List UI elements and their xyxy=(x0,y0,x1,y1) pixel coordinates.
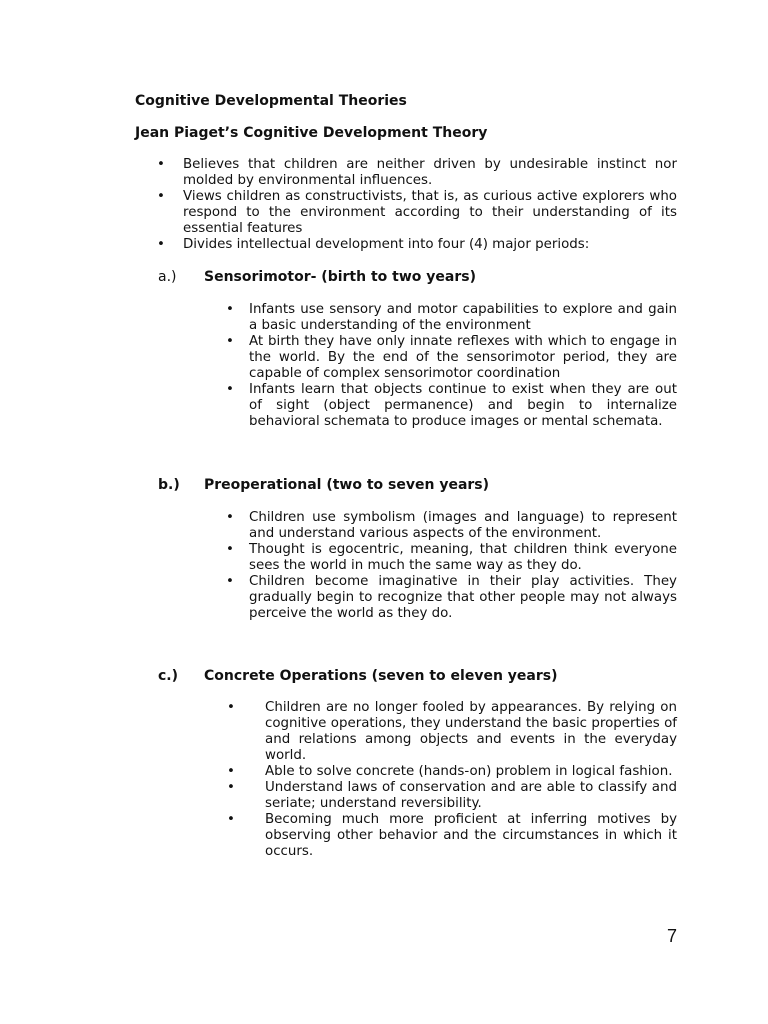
bullet-icon: • xyxy=(226,334,234,349)
bullet-icon: • xyxy=(227,764,235,779)
list-item xyxy=(157,237,677,253)
list-item-text: Divides intellectual development into four (4) major periods: xyxy=(183,237,590,252)
list-item-text: Views children as constructivists, that is, as curious active explorers who respond to the environment according to their understanding of its essential features xyxy=(183,189,677,236)
section-title: Preoperational (two to seven years) xyxy=(204,477,490,493)
section-bullet-list xyxy=(226,302,677,430)
section-label: c.) xyxy=(158,668,179,684)
list-item xyxy=(157,189,677,237)
section-title: Concrete Operations (seven to eleven years) xyxy=(204,668,558,684)
section-title: Sensorimotor- (birth to two years) xyxy=(204,269,476,285)
list-item-text: Infants learn that objects continue to exist when they are out of sight (object permanence) and begin to internalize behavioral schemata to produce images or mental schemata. xyxy=(249,382,677,429)
bullet-icon: • xyxy=(226,574,234,589)
list-item-text: Able to solve concrete (hands-on) problem in logical fashion. xyxy=(265,764,673,779)
list-item-text: Infants use sensory and motor capabilities to explore and gain a basic understanding of the environment xyxy=(249,302,677,333)
document-subtitle: Jean Piaget’s Cognitive Development Theory xyxy=(135,125,488,141)
list-item xyxy=(226,302,677,334)
list-item xyxy=(227,812,677,860)
document-title: Cognitive Developmental Theories xyxy=(135,93,407,109)
list-item-text: Children become imaginative in their play activities. They gradually begin to recognize that other people may not always perceive the world as they do. xyxy=(249,574,677,621)
intro-bullet-list xyxy=(157,157,677,253)
list-item-text: Children are no longer fooled by appearances. By relying on cognitive operations, they understand the basic properties of and relations among objects and events in the everyday world. xyxy=(265,700,677,763)
section-label: b.) xyxy=(158,477,180,493)
list-item xyxy=(226,510,677,542)
list-item xyxy=(226,574,677,622)
list-item-text: Believes that children are neither driven by undesirable instinct nor molded by environmental influences. xyxy=(183,157,677,188)
bullet-icon: • xyxy=(157,157,165,172)
page-number: 7 xyxy=(667,926,678,946)
list-item-text: Becoming much more proficient at inferring motives by observing other behavior and the circumstances in which it occurs. xyxy=(265,812,677,859)
bullet-icon: • xyxy=(226,382,234,397)
bullet-icon: • xyxy=(157,237,165,252)
bullet-icon: • xyxy=(226,510,234,525)
section-label: a.) xyxy=(158,269,177,285)
list-item xyxy=(226,334,677,382)
section-bullet-list xyxy=(226,510,677,622)
list-item xyxy=(226,542,677,574)
list-item xyxy=(157,157,677,189)
list-item xyxy=(227,764,677,780)
bullet-icon: • xyxy=(227,700,235,715)
list-item xyxy=(226,382,677,430)
list-item-text: Thought is egocentric, meaning, that children think everyone sees the world in much the same way as they do. xyxy=(249,542,677,573)
bullet-icon: • xyxy=(157,189,165,204)
list-item xyxy=(227,700,677,764)
bullet-icon: • xyxy=(227,780,235,795)
list-item-text: At birth they have only innate reflexes with which to engage in the world. By the end of the sensorimotor period, they are capable of complex sensorimotor coordination xyxy=(249,334,677,381)
bullet-icon: • xyxy=(227,812,235,827)
bullet-icon: • xyxy=(226,542,234,557)
bullet-icon: • xyxy=(226,302,234,317)
list-item-text: Understand laws of conservation and are able to classify and seriate; understand reversibility. xyxy=(265,780,677,811)
list-item xyxy=(227,780,677,812)
section-bullet-list xyxy=(227,700,677,860)
list-item-text: Children use symbolism (images and language) to represent and understand various aspects of the environment. xyxy=(249,510,677,541)
